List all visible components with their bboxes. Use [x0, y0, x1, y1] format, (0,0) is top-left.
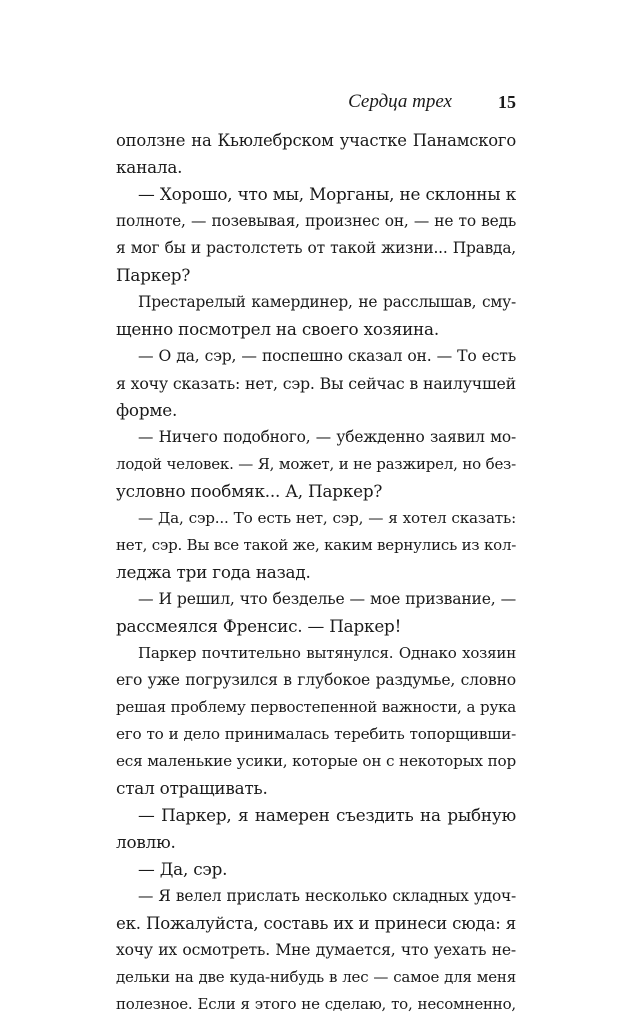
text-line: полноте, — позевывая, произнес он, — не то ведь	[116, 212, 516, 230]
text-line: я мог бы и растолстеть от такой жизни... Правда,	[116, 239, 516, 257]
text-line: леджа три года назад.	[116, 562, 311, 582]
text-line: — Я велел прислать несколько складных удоч-	[138, 887, 516, 905]
text-line: его уже погрузился в глубокое раздумье, словно	[116, 671, 516, 689]
text-line: Паркер?	[116, 265, 191, 285]
body-text	[116, 127, 516, 1018]
text-line: стал отращивать.	[116, 778, 268, 798]
text-line: — Да, сэр... То есть нет, сэр, — я хотел сказать:	[138, 509, 516, 527]
text-line: — Паркер, я намерен съездить на рыбную	[138, 805, 516, 825]
page-number: 15	[498, 92, 516, 112]
text-line: — Да, сэр.	[138, 859, 228, 879]
text-line: оползне на Кьюлебрском участке Панамского	[116, 131, 516, 150]
text-line: канала.	[116, 157, 183, 177]
text-line: щенно посмотрел на своего хозяина.	[116, 319, 439, 339]
text-line: лодой человек. — Я, может, и не разжирел, но без-	[116, 455, 516, 473]
text-line: — Хорошо, что мы, Морганы, не склонны к	[138, 184, 516, 204]
text-line: ловлю.	[116, 832, 176, 852]
text-line: его то и дело принималась теребить топорщивши-	[116, 725, 516, 743]
text-line: форме.	[116, 400, 178, 420]
text-line: дельки на две куда-нибудь в лес — самое для меня	[116, 968, 516, 986]
text-line: — Ничего подобного, — убежденно заявил мо-	[138, 428, 516, 446]
text-line: — О да, сэр, — поспешно сказал он. — То есть	[138, 347, 516, 365]
running-title: Сердца трех	[348, 91, 452, 112]
text-line: условно пообмяк... А, Паркер?	[116, 481, 383, 501]
running-head	[116, 88, 516, 116]
text-line: рассмеялся Френсис. — Паркер!	[116, 616, 402, 636]
text-line: нет, сэр. Вы все такой же, каким вернулись из кол-	[116, 536, 516, 554]
text-line: — И решил, что безделье — мое призвание, —	[138, 590, 516, 608]
text-line: Престарелый камердинер, не расслышав, сму-	[138, 293, 516, 311]
text-line: хочу их осмотреть. Мне думается, что уехать не-	[116, 941, 516, 959]
text-line: я хочу сказать: нет, сэр. Вы сейчас в наилучшей	[116, 374, 516, 393]
text-line: полезное. Если я этого не сделаю, то, несомненно,	[116, 995, 516, 1013]
text-line: еся маленькие усики, которые он с некоторых пор	[116, 752, 516, 770]
text-line: Паркер почтительно вытянулся. Однако хозяин	[138, 644, 516, 662]
text-line: ек. Пожалуйста, составь их и принеси сюда: я	[116, 914, 516, 933]
text-line: решая проблему первостепенной важности, а рука	[116, 698, 516, 716]
